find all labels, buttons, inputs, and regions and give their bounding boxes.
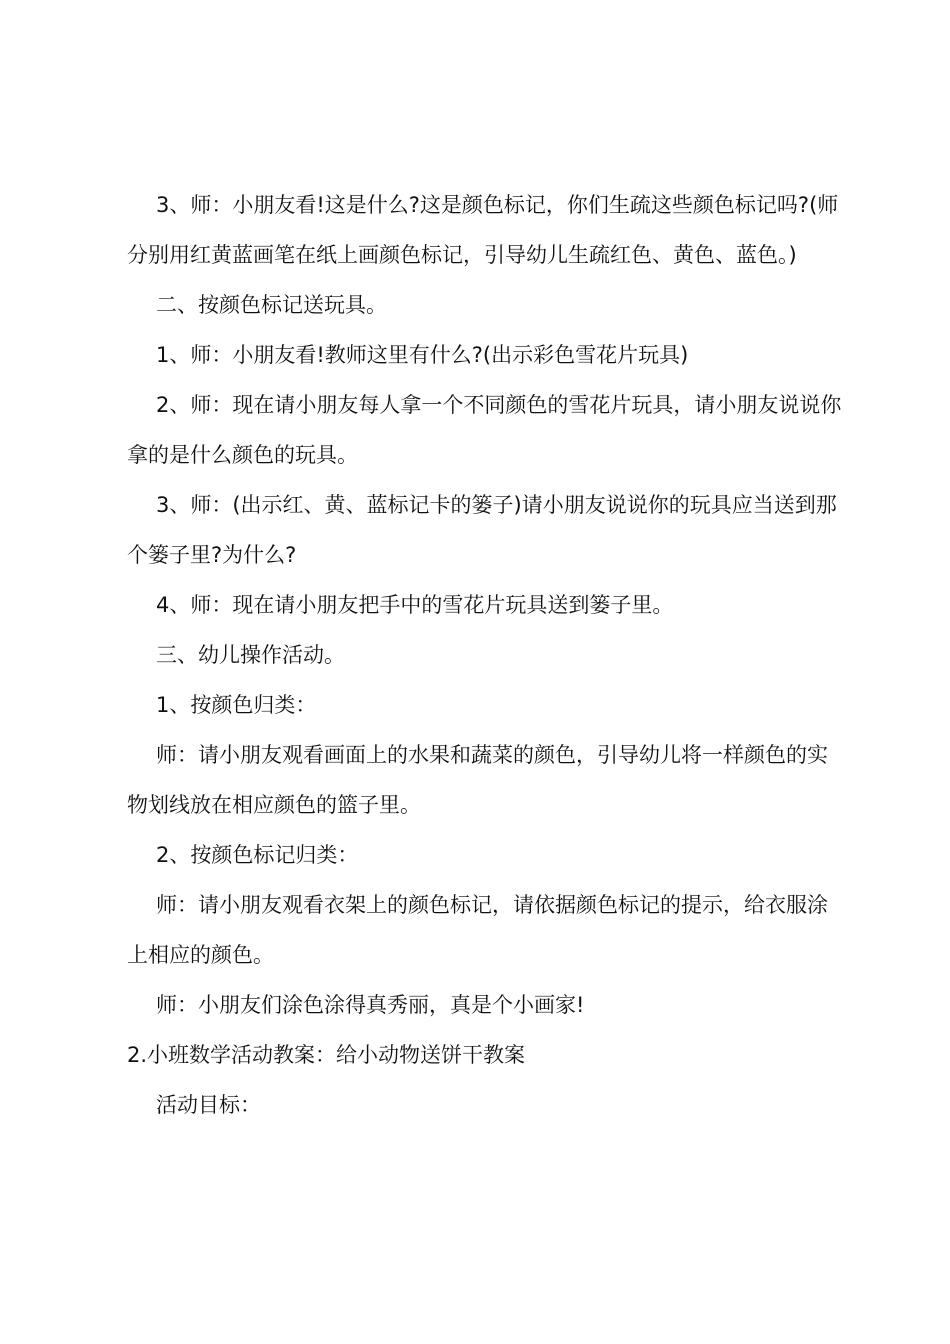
paragraph-step-4-send-toys: 4、师：现在请小朋友把手中的雪花片玩具送到篓子里。 xyxy=(156,593,674,617)
paragraph-step-3-baskets: 3、师：(出示红、黄、蓝标记卡的篓子)请小朋友说说你的玩具应当送到那个篓子里?为什么? xyxy=(127,493,837,567)
paragraph-fruits-vegetables: 师：请小朋友观看画面上的水果和蔬菜的颜色，引导幼儿将一样颜色的实物划线放在相应颜色的篮子里。 xyxy=(127,743,828,817)
activity-goals-heading: 活动目标： xyxy=(156,1093,261,1117)
section-heading-2: 二、按颜色标记送玩具。 xyxy=(156,293,387,317)
paragraph-step-2-each-child: 2、师：现在请小朋友每人拿一个不同颜色的雪花片玩具，请小朋友说说你拿的是什么颜色的玩具。 xyxy=(127,393,842,467)
paragraph-sort-by-mark: 2、按颜色标记归类： xyxy=(156,843,359,867)
paragraph-sort-by-color: 1、按颜色归类： xyxy=(156,693,317,717)
paragraph-clothes-hanger: 师：请小朋友观看衣架上的颜色标记，请依据颜色标记的提示，给衣服涂上相应的颜色。 xyxy=(127,893,828,967)
paragraph-praise: 师：小朋友们涂色涂得真秀丽，真是个小画家! xyxy=(156,993,585,1017)
lesson-title-2: 2.小班数学活动教案：给小动物送饼干教案 xyxy=(127,1043,526,1067)
paragraph-step-1-snowflake: 1、师：小朋友看!教师这里有什么?(出示彩色雪花片玩具) xyxy=(156,343,689,367)
document-body xyxy=(127,180,847,1130)
section-heading-3: 三、幼儿操作活动。 xyxy=(156,643,345,667)
paragraph-step-3-color-marks: 3、师：小朋友看!这是什么?这是颜色标记，你们生疏这些颜色标记吗?(师分别用红黄蓝画笔在纸上画颜色标记，引导幼儿生疏红色、黄色、蓝色。) xyxy=(127,193,839,267)
